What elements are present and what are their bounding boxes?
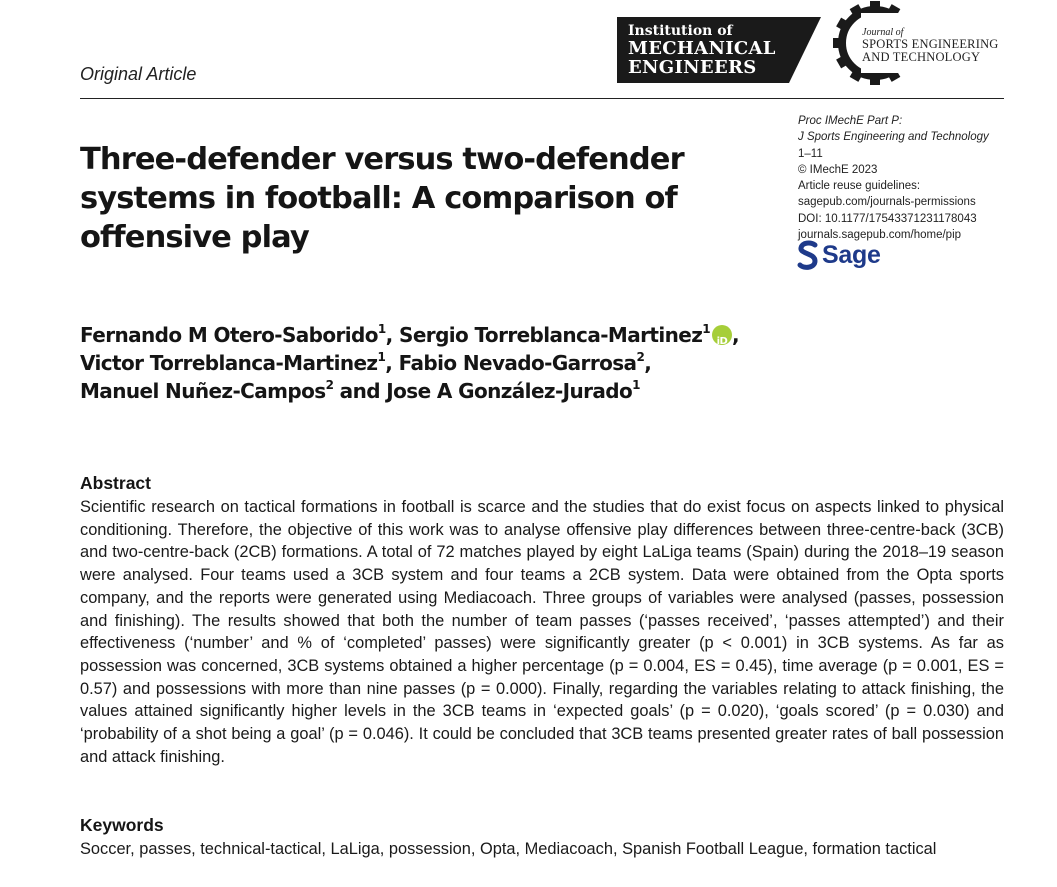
author-affiliation: 1 <box>632 378 640 392</box>
journal-logo <box>832 0 1007 86</box>
meta-copyright: © IMechE 2023 <box>798 163 878 176</box>
sage-logo-text: Sage <box>822 240 881 269</box>
author-name: Fabio Nevado-Garrosa <box>398 351 637 375</box>
author-affiliation: 2 <box>636 350 645 364</box>
author-separator: , <box>385 351 399 375</box>
imeche-logo-line1: Institution of <box>628 23 733 39</box>
author-name: Fernando M Otero-Saborido <box>80 323 378 347</box>
author-name: Jose A González-Jurado <box>386 379 633 403</box>
sage-logo <box>797 239 881 271</box>
author-affiliation: 1 <box>377 350 386 364</box>
article-type: Original Article <box>80 64 197 84</box>
imeche-logo-line2: MECHANICAL <box>628 38 776 59</box>
keywords-heading: Keywords <box>80 815 164 835</box>
author-affiliation: 1 <box>377 322 386 336</box>
author-name: Manuel Nuñez-Campos <box>80 379 326 403</box>
journal-logo-name <box>862 38 999 64</box>
meta-journal-name: J Sports Engineering and Technology <box>798 131 989 144</box>
abstract-heading: Abstract <box>80 473 151 493</box>
author-separator: , <box>385 323 400 347</box>
keywords-text: Soccer, passes, technical-tactical, LaLiga, possession, Opta, Mediacoach, Spanish Football League, formation tactical <box>80 840 937 858</box>
meta-journal-part: Proc IMechE Part P: <box>798 115 903 127</box>
journal-logo-name-line2: AND TECHNOLOGY <box>862 50 981 64</box>
article-meta <box>798 113 1008 243</box>
imeche-logo <box>617 17 821 83</box>
meta-pages: 1–11 <box>798 147 823 160</box>
author-name: Victor Torreblanca-Martinez <box>80 351 378 375</box>
meta-permissions-link[interactable]: sagepub.com/journals-permissions <box>798 196 976 209</box>
meta-reuse-label: Article reuse guidelines: <box>798 180 921 193</box>
header-rule <box>80 98 1004 99</box>
author-name: Sergio Torreblanca-Martinez <box>399 323 703 347</box>
imeche-logo-line3: ENGINEERS <box>628 57 757 78</box>
imeche-logo-text <box>628 24 776 77</box>
author-separator: , <box>644 351 652 375</box>
journal-logo-name-line1: SPORTS ENGINEERING <box>862 37 999 51</box>
orcid-icon[interactable] <box>712 325 732 345</box>
journal-logo-small: Journal of <box>862 27 904 38</box>
author-separator: , <box>732 323 739 347</box>
orcid-icon-label: iD <box>716 336 728 347</box>
meta-journal-link[interactable]: journals.sagepub.com/home/pip <box>798 229 962 242</box>
meta-doi[interactable]: DOI: 10.1177/17543371231178043 <box>798 212 977 225</box>
sage-s-icon <box>797 240 819 270</box>
author-affiliation: 2 <box>325 378 334 392</box>
abstract-text: Scientific research on tactical formations in football is scarce and the studies that do exist focus on aspects linked to physical conditioning. Therefore, the objective of this work was to analyse offensive play differences between three-centre-back (3CB) and two-centre-back (2CB) formations. A total of 72 matches played by eight LaLiga teams (Spain) during the 2018–19 season were analysed. Four teams used a 3CB system and four teams a 2CB system. Data were obtained from the Opta sports company, and the reports were generated using Mediacoach. Three groups of variables were analysed (passes, possession and finishing). The results showed that both the number of team passes (‘passes received’, ‘passes attempted’) and their effectiveness (‘number’ and % of ‘completed’ passes) were significantly greater (p < 0.001) in 3CB systems. As far as possession was concerned, 3CB systems obtained a higher percentage (p = 0.004, ES = 0.45), time average (p = 0.001, ES = 0.57) and possessions with more than nine passes (p = 0.000). Finally, regarding the variables relating to attack finishing, the values attained significantly higher levels in the 3CB teams in ‘expected goals’ (p = 0.020), ‘goals scored’ (p = 0.030) and ‘probability of a shot being a goal’ (p = 0.046). It could be concluded that 3CB teams presented greater rates of ball possession and attack finishing. <box>80 498 1004 766</box>
author-separator: and <box>333 379 387 403</box>
author-affiliation: 1 <box>702 322 710 336</box>
author-list <box>80 321 800 405</box>
article-title: Three-defender versus two-defender systems in football: A comparison of offensive play <box>80 142 684 255</box>
